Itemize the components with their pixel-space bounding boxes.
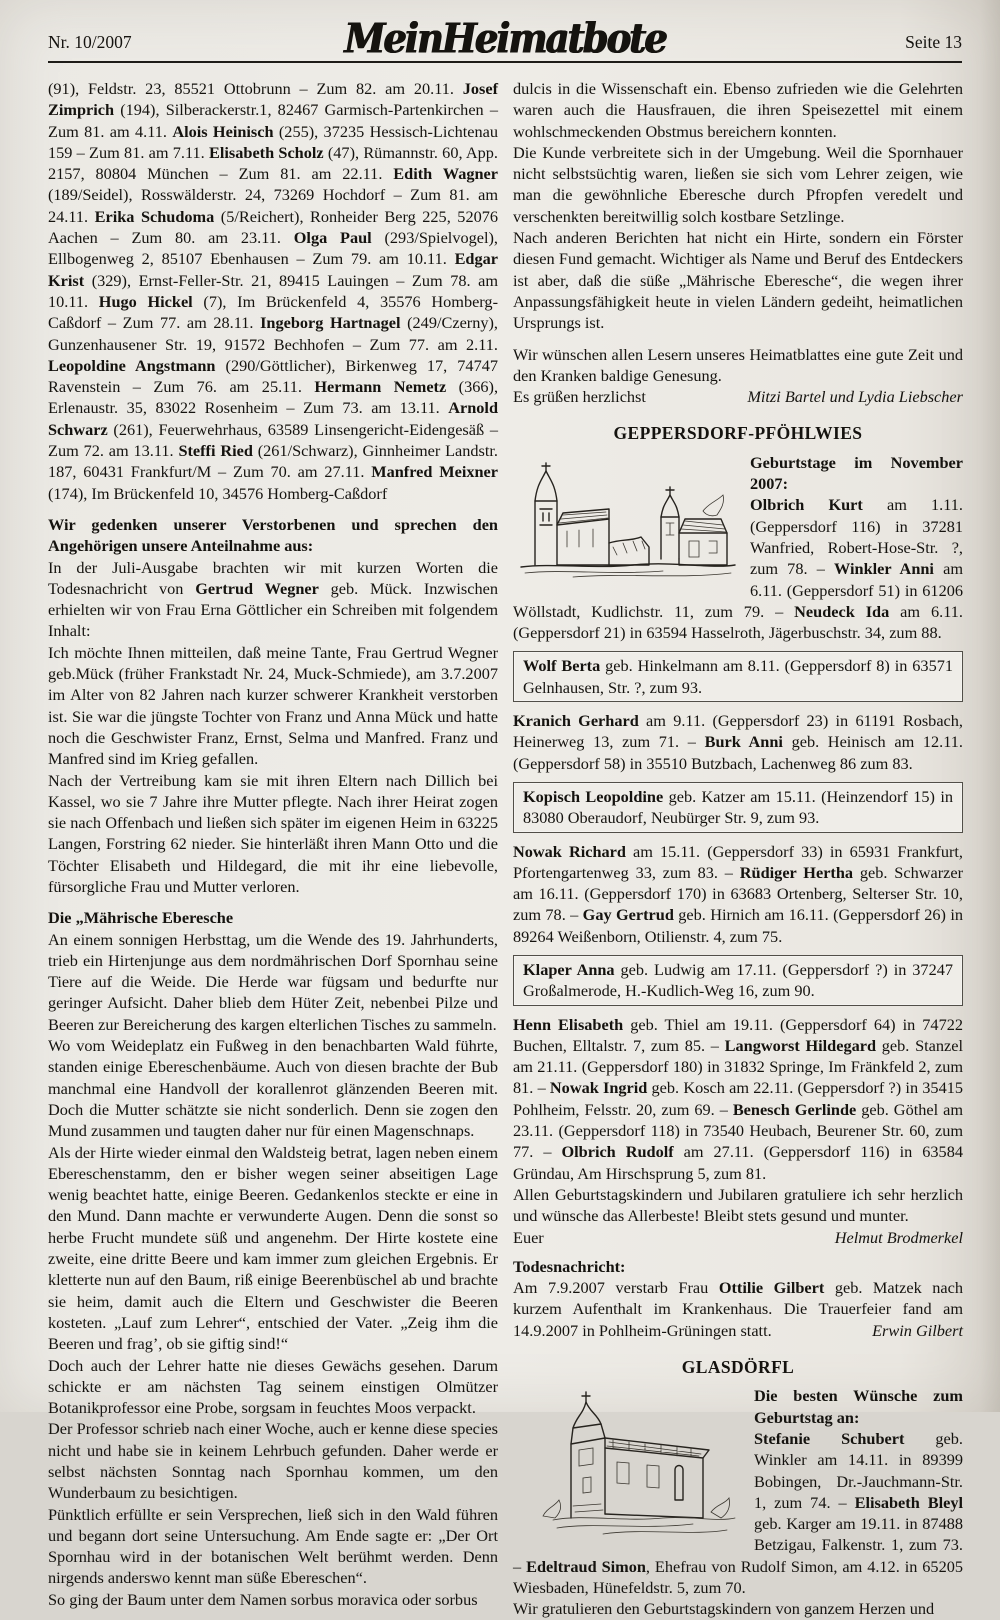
section-title-glasdoerfl: GLASDÖRFL [681, 1357, 795, 1378]
glasdoerfl-birthdays: Stefanie Schubert geb. Winkler am 14.11. in 89399 Bobingen, Dr.-Jauchmann-Str. 1, zum 74. – Elisabeth Bleyl geb. Karger am 19.11. in 87488 Betzigau, Falkenstr. 1, zum 73. – Edeltraud Simon, Ehefrau von Rudolf Simon, am 4.12. in 65205 Wiesbaden, Hünefeldstr. 5, zum 70. [513, 1428, 963, 1597]
congratulations-text: Allen Geburtstagskindern und Jubilaren gratuliere ich sehr herzlich und wünsche das Allerbeste! Bleibt stets gesund und munter. [513, 1184, 963, 1226]
two-column-body [0, 63, 1000, 1620]
signoff-names: Mitzi Bartel und Lydia Liebscher [747, 387, 963, 407]
death-notice-body: Am 7.9.2007 verstarb Frau Ottilie Gilbert geb. Matzek nach kurzem Aufenthalt im Krankenhaus. Die Trauerfeier fand am 14.9.2007 in Pohlheim-Grüningen statt. [513, 1278, 964, 1340]
eberesche-paragraph: An einem sonnigen Herbsttag, um die Wende des 19. Jahrhunderts, trieb ein Hirtenjunge aus dem nordmährischen Dorf Spornhau seine Tiere auf die Weide. Die Herde war fügsam und bedurfte nur geringer Aufsicht. Daher blieb dem Hüter Zeit, nebenbei Pilze und Beeren zur Bereicherung des kargen elterlichen Tisches zu sammeln. [48, 929, 498, 1034]
story-paragraph: Nach anderen Berichten hat nicht ein Hirte, sondern ein Förster diesen Fund gemacht. Wichtiger als Name und Beruf des Entdeckers ist aber, daß die süße „Mährische Eberesche“, die wegen ihrer Anpassungsfähigkeit heute in vielen Ländern gedeiht, heimatlichen Ursprungs ist. [513, 228, 963, 333]
page-number: Seite 13 [905, 32, 962, 52]
right-column [513, 78, 963, 1620]
memorial-paragraph: Ich möchte Ihnen mitteilen, daß meine Tante, Frau Gertrud Wegner geb.Mück (früher Frankstadt Nr. 24, Muck-Schmiede), am 3.7.2007 im Alter von 82 Jahren nach kurzer schwerer Krankheit verstorben ist. Sie war die jüngste Tochter von Franz und Anna Mück und hatte noch die Geschwister Franz, Ernst, Selma und Manfred. Franz und Manfred sind im Krieg gefallen. [48, 642, 498, 769]
geppersdorf-birthdays: Nowak Richard am 15.11. (Geppersdorf 33) in 65931 Frankfurt, Pfortengartenweg 33, zum 83. – Rüdiger Hertha geb. Schwarzer am 16.11. (Geppersdorf 170) in 63683 Ortenberg, Selterser Str. 10, zum 78. – Gay Gertrud geb. Hirnich am 16.11. (Geppersdorf 26) in 89264 Weißenborn, Otilienstr. 4, zum 75. [513, 841, 963, 946]
memorial-paragraph: In der Juli-Ausgabe brachten wir mit kurzen Worten die Todesnachricht von Gertrud Wegner geb. Mück. Inzwischen erhielten wir von Frau Erna Göttlicher ein Schreiben mit folgendem Inhalt: [48, 557, 498, 641]
issue-number: Nr. 10/2007 [48, 32, 132, 52]
glasdoerfl-block [513, 1385, 963, 1619]
eberesche-paragraph: Doch auch der Lehrer hatte nie dieses Gewächs gesehen. Darum schickte er am nächsten Tag seinem einstigen Olmützer Botanikprofessor eine Probe, sorgsam in feuchtes Moos verpackt. [48, 1355, 498, 1418]
eberesche-heading: Die „Mährische Eberesche [48, 908, 234, 928]
geppersdorf-block [513, 452, 963, 1341]
eberesche-paragraph: Als der Hirte wieder einmal den Waldsteig betrat, lagen neben einem Ebereschenstamm, den er bisher wegen seiner abseitigen Lage wenig beachtet hatte, einige Beeren. Gedankenlos steckte er eine in den Mund. Dann machte er verwunderte Augen. Denn die sonst so herbe Frucht mundete süß und angenehm. Der Hirte kostete eine zweite, eine dritte Beere und kam immer zum gleichen Ergebnis. Er kletterte nun auf den Baum, riß einige Beerenbüschel ab und brachte sie heim, damit auch die Eltern und Geschwister die Beeren kosteten. „Lauf zum Lehrer“, entschied der Vater. „Zeig ihm die Beeren und frag’, ob sie giftig sind!“ [48, 1142, 498, 1354]
eberesche-paragraph: Der Professor schrieb nach einer Woche, auch er kenne diese species nicht und habe sie in keinem Lehrbuch gefunden. Daher werde er selbst nächsten Sonntag nach Spornhau kommen, um den Wunderbaum zu besichtigen. [48, 1419, 498, 1503]
eberesche-paragraph: Pünktlich erfüllte er sein Versprechen, ließ sich in den Wald führen und begann dort seine Untersuchung. Am Ende sagte er: „Der Ort Spornhau wird in der botanischen Welt berühmt werden. Denn nirgends anderswo kennt man süße Ebereschen“. [48, 1504, 498, 1588]
highlighted-birthday-box [513, 955, 963, 1006]
wishes-paragraph: Wir wünschen allen Lesern unseres Heimatblattes eine gute Zeit und den Kranken baldige Genesung. [513, 344, 963, 385]
highlighted-birthday-box [513, 782, 963, 833]
geppersdorf-signoff [513, 1227, 963, 1248]
glasdoerfl-chapel-illustration [513, 1388, 745, 1538]
story-paragraph: Die Kunde verbreitete sich in der Umgebung. Weil die Spornhauer nicht selbstsüchtig waren, ließen sie sich vom Lehrer zeigen, wie man die gewöhnliche Eberesche durch Pfropfen veredelt und verschenkten bereitwillig solch kostbare Setzlinge. [513, 142, 963, 226]
story-paragraph: dulcis in die Wissenschaft ein. Ebenso zufrieden wie die Gelehrten waren auch die Hausfrauen, die ihren Speisezettel mit einem wohlschmeckenden Obstmus bereichern konnten. [513, 79, 963, 141]
boxed-entry: Klaper Anna geb. Ludwig am 17.11. (Geppersdorf ?) in 37247 Großalmerode, H.-Kudlich-Weg 16, zum 90. [523, 959, 953, 1001]
memorial-heading: Wir gedenken unserer Verstorbenen und sprechen den Angehörigen unsere Anteilnahme aus: [48, 514, 498, 556]
geppersdorf-church-illustration [513, 455, 741, 587]
editors-signoff [513, 386, 963, 407]
boxed-entry: Wolf Berta geb. Hinkelmann am 8.11. (Geppersdorf 8) in 63571 Gelnhausen, Str. ?, zum 93. [523, 656, 953, 697]
left-column [48, 78, 498, 1620]
eberesche-paragraph: Wo vom Weideplatz ein Fußweg in den benachbarten Wald führte, standen einige Ebereschenbäume. Auch von diesen brachte der Bub manchmal eine Handvoll der korallenrot glänzenden Beeren mit. Doch die Mutter schätzte sie nicht sonderlich. Denn sie zogen den Mund zusammen und taugten daher nur für einen Magenschnaps. [48, 1036, 498, 1141]
death-notice-signature: Erwin Gilbert [872, 1320, 963, 1340]
signoff-greeting: Es grüßen herzlichst [513, 387, 646, 407]
highlighted-birthday-box [513, 651, 963, 702]
geppersdorf-birthdays: Henn Elisabeth geb. Thiel am 19.11. (Geppersdorf 64) in 74722 Buchen, Elltalstr. 7, zum 85. – Langworst Hildegard geb. Stanzel am 21.11. (Geppersdorf 180) in 31832 Springe, Im Fränkfeld 2, zum 81. – Nowak Ingrid geb. Kosch am 22.11. (Geppersdorf ?) in 35415 Pohlheim, Felsstr. 20, zum 69. – Benesch Gerlinde geb. Göthel am 23.11. (Geppersdorf 118) in 73540 Heubach, Beurener Str. 60, zum 77. – Olbrich Rudolf am 27.11. (Geppersdorf 116) in 63584 Gründau, Am Hirschsprung 5, zum 81. [513, 1014, 963, 1183]
geppersdorf-birthdays: Olbrich Kurt am 1.11. (Geppersdorf 116) in 37281 Wanfried, Robert-Hose-Str. ?, zum 78. – Winkler Anni am 6.11. (Geppersdorf 51) in 61206 Wöllstadt, Kudlichstr. 11, zum 79. – Neudeck Ida am 6.11. (Geppersdorf 21) in 63594 Hasselroth, Jägerbuschstr. 34, zum 88. [513, 495, 963, 643]
memorial-paragraph: Nach der Vertreibung kam sie mit ihren Eltern nach Dillich bei Kassel, wo sie 7 Jahre ihre Mutter pflegte. Nach ihrer Heirat zogen sie nach Offenbach und ließen sich später im eigenen Heim in 63225 Langen, Forstring 62 nieder. Sie hinterläßt ihren Mann Otto und die Töchter Elisabeth und Hildegard, die mit ihr eine liebevolle, fürsorgliche Frau und Mutter verloren. [48, 770, 498, 896]
birthday-list-continuation: (91), Feldstr. 23, 85521 Ottobrunn – Zum 82. am 20.11. Josef Zimprich (194), Silberackerstr.1, 82467 Garmisch-Partenkirchen – Zum 81. am 4.11. Alois Heinisch (255), 37235 Hessisch-Lichtenau 159 – Zum 81. am 7.11. Elisabeth Scholz (47), Rümannstr. 60, App. 2157, 80804 München – Zum 81. am 22.11. Edith Wagner (189/Seidel), Rosswälderstr. 24, 73269 Hochdorf – Zum 81. am 24.11. Erika Schudoma (5/Reichert), Ronheider Berg 225, 52076 Aachen – Zum 80. am 23.11. Olga Paul (293/Spielvogel), Ellbogenweg 2, 85107 Ebenhausen – Zum 79. am 10.11. Edgar Krist (329), Ernst-Feller-Str. 21, 89415 Lauingen – Zum 78. am 10.11. Hugo Hickel (7), Im Brückenfeld 4, 35576 Homberg-Caßdorf – Zum 77. am 28.11. Ingeborg Hartnagel (249/Czerny), Gunzenhausener Str. 19, 91572 Bechhofen – Zum 77. am 2.11. Leopoldine Angstmann (290/Göttlicher), Birkenweg 17, 74747 Ravenstein – Zum 76. am 25.11. Hermann Nemetz (366), Erlenaustr. 35, 83022 Rosenheim – Zum 73. am 13.11. Arnold Schwarz (261), Feuerwehrhaus, 63589 Linsengericht-Eidengesäß – Zum 72. am 13.11. Steffi Ried (261/Schwarz), Ginnheimer Landstr. 187, 60431 Frankfurt/M – Zum 70. am 27.11. Manfred Meixner (174), Im Brückenfeld 10, 34576 Homberg-Caßdorf [48, 79, 499, 503]
glasdoerfl-closing: Wir gratulieren den Geburtstagskindern von ganzem Herzen und [513, 1599, 935, 1619]
geppersdorf-birthdays: Kranich Gerhard am 9.11. (Geppersdorf 23) in 61191 Rosbach, Heinerweg 13, zum 71. – Burk Anni geb. Heinisch am 12.11. (Geppersdorf 58) in 35510 Butzbach, Lachenweg 86 zum 83. [513, 711, 963, 773]
signoff-greeting: Euer [513, 1227, 544, 1247]
section-title-geppersdorf: GEPPERSDORF-PFÖHLWIES [613, 423, 863, 444]
page-header [0, 0, 1000, 61]
glasdoerfl-heading: Die besten Wünsche zum Geburtstag an: [754, 1386, 963, 1427]
boxed-entry: Kopisch Leopoldine geb. Katzer am 15.11. (Heinzendorf 15) in 83080 Oberaudorf, Neubürger Str. 9, zum 93. [523, 786, 953, 828]
signoff-name: Helmut Brodmerkel [834, 1227, 963, 1247]
masthead-logo: MeinHeimatbote [344, 13, 666, 63]
eberesche-paragraph: So ging der Baum unter dem Namen sorbus moravica oder sorbus [48, 1589, 478, 1609]
death-notice-heading: Todesnachricht: [513, 1256, 626, 1276]
geppersdorf-subtitle: Geburtstage im November 2007: [750, 452, 963, 494]
